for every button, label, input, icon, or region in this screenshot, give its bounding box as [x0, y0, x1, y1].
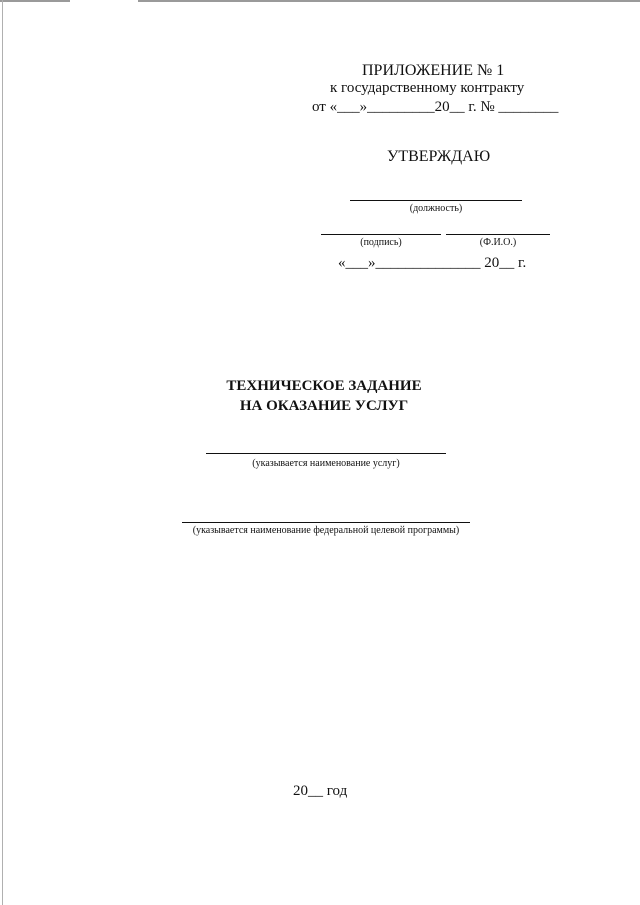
- services-line: [206, 453, 446, 454]
- approval-heading: УТВЕРЖДАЮ: [387, 148, 491, 165]
- appendix-subtitle: к государственному контракту: [330, 80, 525, 96]
- position-caption: (должность): [409, 203, 463, 214]
- signature-caption: (подпись): [360, 237, 402, 248]
- scan-edge-top: [138, 0, 640, 2]
- position-line: [350, 200, 522, 201]
- appendix-title: ПРИЛОЖЕНИЕ № 1: [362, 62, 505, 79]
- approval-date-line: «___»______________ 20__ г.: [338, 255, 527, 271]
- services-caption: (указывается наименование услуг): [252, 458, 400, 469]
- title-line-1: ТЕХНИЧЕСКОЕ ЗАДАНИЕ: [226, 378, 422, 394]
- signature-line: [321, 234, 441, 235]
- name-caption: (Ф.И.О.): [479, 237, 517, 248]
- footer-year: 20__ год: [293, 783, 348, 799]
- scan-edge-top-left: [0, 0, 70, 2]
- program-caption: (указывается наименование федеральной целевой программы): [192, 525, 460, 536]
- appendix-date-line: от «___»_________20__ г. № ________: [312, 99, 559, 115]
- program-line: [182, 522, 470, 523]
- name-line: [446, 234, 550, 235]
- scan-edge-left: [2, 0, 3, 905]
- title-line-2: НА ОКАЗАНИЕ УСЛУГ: [239, 398, 409, 414]
